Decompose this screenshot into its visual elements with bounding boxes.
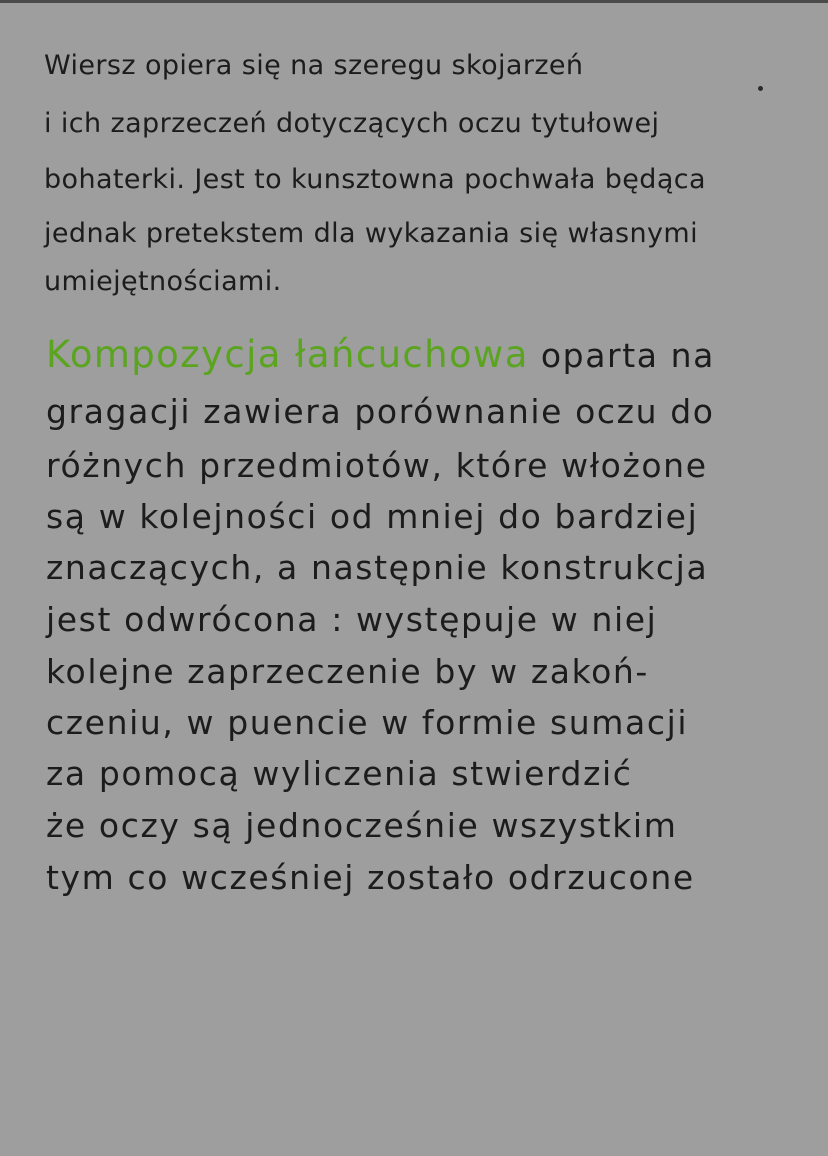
note-line-rest: oparta na	[540, 336, 716, 375]
note-line: kolejne zaprzeczenie by w zakoń-	[46, 652, 649, 691]
note-line: i ich zaprzeczeń dotyczących oczu tytułowej	[44, 108, 660, 139]
note-line: tym co wcześniej zostało odrzucone	[46, 858, 695, 897]
note-line: jest odwrócona : występuje w niej	[46, 600, 658, 639]
note-line: czeniu, w puencie w formie sumacji	[46, 703, 689, 742]
note-line	[46, 333, 715, 376]
highlighted-term: Kompozycja łańcuchowa	[46, 333, 529, 376]
note-line: że oczy są jednocześnie wszystkim	[46, 806, 678, 845]
note-line: znaczących, a następnie konstrukcja	[46, 548, 709, 587]
note-line: różnych przedmiotów, które włożone	[46, 446, 708, 485]
note-line: za pomocą wyliczenia stwierdzić	[46, 754, 633, 793]
stray-dot	[758, 86, 763, 91]
note-line: umiejętnościami.	[44, 266, 282, 297]
note-line: Wiersz opiera się na szeregu skojarzeń	[44, 50, 584, 81]
note-line: bohaterki. Jest to kunsztowna pochwała będąca	[44, 164, 706, 195]
note-line: są w kolejności od mniej do bardziej	[46, 497, 699, 536]
note-line: gragacji zawiera porównanie oczu do	[46, 392, 715, 431]
note-line: jednak pretekstem dla wykazania się własnymi	[44, 218, 698, 249]
